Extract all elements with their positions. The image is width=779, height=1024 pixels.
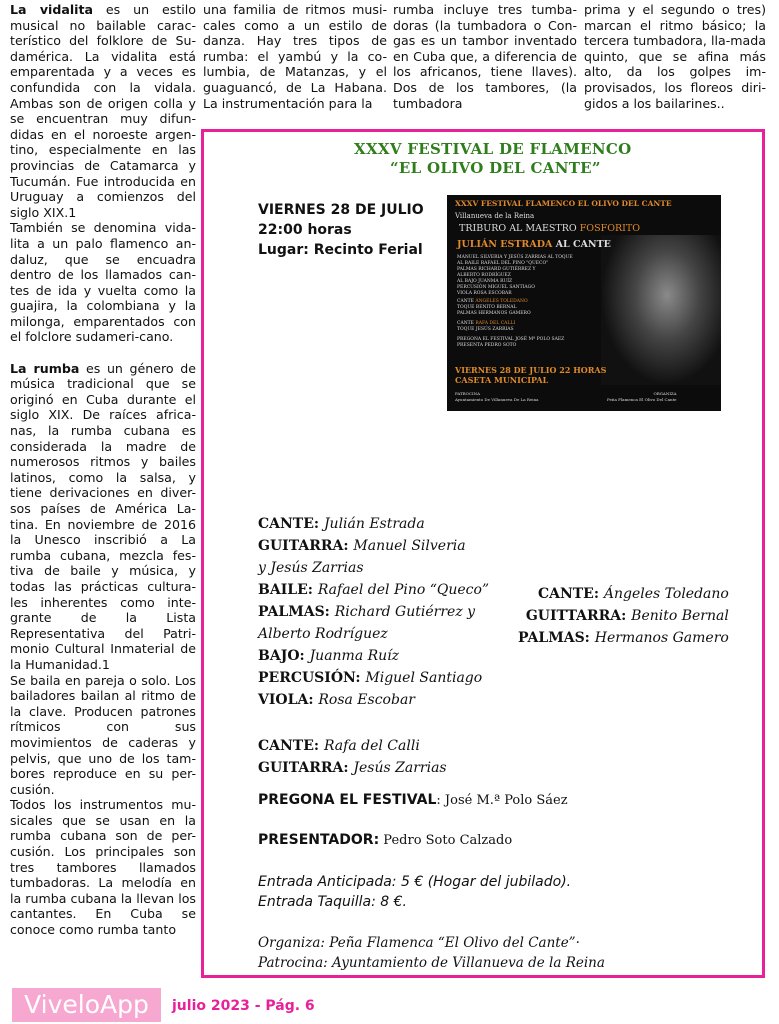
- role: PALMAS:: [518, 630, 595, 646]
- t: AL BAJO JUANMA RUÍZ: [457, 279, 513, 284]
- performer: Ángeles Toledano: [603, 586, 729, 602]
- role: BAILE:: [258, 582, 318, 598]
- lineup-row: [258, 535, 489, 557]
- role: GUITTARRA:: [525, 608, 632, 624]
- t: PATROCINA: [455, 391, 480, 396]
- label: PRESENTADOR:: [258, 832, 380, 848]
- t: VIOLA ROSA ESCOBAR: [457, 291, 512, 296]
- lineup-row: [258, 689, 489, 711]
- t: CANTE: [457, 299, 476, 304]
- t: PREGONA EL FESTIVAL JOSÉ Mª POLO SAEZ: [457, 337, 565, 342]
- t: TRIBURO AL MAESTRO: [459, 223, 580, 234]
- lineup-row: [518, 583, 729, 605]
- performer: y Jesús Zarrias: [258, 560, 364, 576]
- flyer-image: [447, 195, 721, 411]
- lineup-row: [258, 623, 489, 645]
- event-details: [258, 200, 424, 260]
- performer: Alberto Rodríguez: [258, 626, 388, 642]
- performer: Richard Gutiérrez y: [334, 604, 476, 620]
- role: PALMAS:: [258, 604, 335, 620]
- t: PALMAS RICHARD GUTIÉRREZ Y: [457, 267, 536, 272]
- t: TOQUE JESÚS ZARRIAS: [457, 327, 514, 332]
- lead-term: La vidalita: [10, 2, 94, 17]
- flyer-title: XXXV FESTIVAL FLAMENCO EL OLIVO DEL CANTE: [455, 199, 672, 208]
- role: PERCUSIÓN:: [258, 670, 366, 686]
- performer: Manuel Silveria: [353, 538, 466, 554]
- t: JULIÁN ESTRADA: [457, 239, 553, 250]
- singer-photo: [601, 235, 721, 385]
- performer: Rafa del Calli: [323, 738, 420, 754]
- t: ÁNGELES TOLEDANO: [475, 299, 528, 304]
- flyer-town: Villanueva de la Reina: [455, 212, 535, 220]
- lineup-row: [258, 601, 489, 623]
- paragraph: Todos los instrumentos mu-sicales que se usan en la rumba cubana son de per-cusión. Los principales son tres tambores llamados tumbadoras. La melodía en la rumba cubana la llevan los cantantes. En Cuba se conoce como rumba tanto: [10, 797, 196, 938]
- viveloapp-logo: ViveloApp: [12, 988, 161, 1022]
- t: TOQUE BENITO BERNAL: [457, 305, 517, 310]
- text: es un género de música tradicional que se originó en Cuba durante el siglo XIX. De raíces africa-nas, la rumba cubana es considerada la madre de numerosos ritmos y bailes latinos, como la salsa, y tiene derivaciones en diver-sos países de América La-tina. En noviembre de 2016 la Unesco inscribió a La rumba cubana, mezcla fes-tiva de baile y música, y todas las prácticas cultura-les inherentes como inte-grante de la Lista Representativa del Patri-monio Cultural Inmaterial de la Humanidad.1: [10, 360, 196, 672]
- poster-title: XXXV FESTIVAL DE FLAMENCO: [354, 140, 632, 158]
- t: VIERNES 28 DE JULIO 22 HORAS: [455, 365, 607, 375]
- t: RAFA DEL CALLI: [475, 321, 516, 326]
- organizer: Organiza: Peña Flamenca “El Olivo del Cante”·: [258, 935, 580, 951]
- performer: Miguel Santiago: [365, 670, 483, 686]
- t: PERCUSIÓN MIGUEL SANTIAGO: [457, 285, 535, 290]
- lineup-second: [518, 583, 729, 649]
- t: FOSFORITO: [579, 223, 641, 234]
- paragraph: Se baila en pareja o solo. Los bailadores bailan al ritmo de la clave. Producen patrones rítmicos con sus movimientos de caderas y pelvis, que uno de los tam-bores reproduce en su per-cusión.: [10, 672, 196, 797]
- sponsor: Patrocina: Ayuntamiento de Villanueva de la Reina: [258, 955, 605, 971]
- event-time: 22:00 horas: [258, 222, 352, 238]
- t: PALMAS HERMANOS GAMERO: [457, 311, 531, 316]
- performer: Julián Estrada: [323, 516, 425, 532]
- lineup-main: [258, 513, 489, 711]
- performer: Jesús Zarrias: [353, 760, 447, 776]
- lineup-row: [518, 627, 729, 649]
- lineup-row: [258, 757, 447, 779]
- lineup-row: [258, 667, 489, 689]
- label: PREGONA EL FESTIVAL: [258, 792, 437, 808]
- article-column-1: [10, 2, 196, 938]
- lineup-row: [258, 645, 489, 667]
- article-column-4: prima y el segundo o tres) marcan el ritmo básico; la tercera tumbadora, lla-mada quinto, que se afina más alto, da los golpes im-provisados, los floreos diri-gidos a los bailarines..: [584, 2, 766, 111]
- article-column-3: rumba incluye tres tumba-doras (la tumbadora o Con-gas es un tambor inventado en Cuba que, a diferencia de los africanos, tiene llaves). Dos de los tambores, (la tumbadora: [393, 2, 577, 111]
- role: GUITARRA:: [258, 760, 354, 776]
- lineup-row: [518, 605, 729, 627]
- role: CANTE:: [537, 586, 604, 602]
- value: : José M.ª Polo Sáez: [436, 793, 568, 808]
- lineup-row: [258, 735, 447, 757]
- performer: Rosa Escobar: [318, 692, 415, 708]
- t: PRESENTA PEDRO SOTO: [457, 343, 517, 348]
- role: CANTE:: [258, 516, 324, 532]
- flyer-sponsor: [455, 391, 539, 403]
- performer: Rafael del Pino “Queco”: [317, 582, 490, 598]
- t: MANUEL SILVERIA Y JESÚS ZARRIAS AL TOQUE: [457, 255, 573, 260]
- flyer-lineup: [457, 255, 573, 349]
- paragraph-vidalita: [10, 2, 196, 220]
- role: CANTE:: [258, 738, 324, 754]
- festival-poster: [201, 129, 765, 978]
- role: VIOLA:: [258, 692, 319, 708]
- t: AL BAILE RAFAEL DEL PINO "QUECO": [457, 261, 549, 266]
- t: CANTE: [457, 321, 476, 326]
- t: Ayuntamiento De Villanueva De La Reina: [455, 397, 539, 402]
- performer: Hermanos Gamero: [594, 630, 729, 646]
- poster-subtitle: “EL OLIVO DEL CANTE”: [390, 159, 601, 177]
- pregon: [258, 792, 568, 808]
- event-place: Lugar: Recinto Ferial: [258, 242, 423, 258]
- article-column-2: una familia de ritmos musi-cales como a un estilo de danza. Hay tres tipos de rumba: el yambú y la co-lumbia, de Matanzas, y el guaguancó, de La Habana. La instrumentación para la: [203, 2, 387, 111]
- lead-term: La rumba: [10, 360, 80, 376]
- tickets: [258, 872, 571, 912]
- flyer-date: [455, 365, 606, 385]
- ticket-advance: Entrada Anticipada: 5 € (Hogar del jubilado).: [258, 874, 572, 890]
- t: ALBERTO RODRÍGUEZ: [457, 273, 511, 278]
- t: ORGANIZA: [653, 391, 677, 396]
- paragraph: También se denomina vida-lita a un palo flamenco an-daluz, que se encuadra dentro de los llamados can-tes de ida y vuelta como la guajira, la colombiana y la milonga, emparentados con el folclore sudameri-cano.: [10, 220, 196, 345]
- presenter: [258, 832, 512, 848]
- lineup-row: [258, 513, 489, 535]
- lineup-row: [258, 557, 489, 579]
- flyer-organizer: [607, 391, 677, 403]
- credits: [258, 933, 605, 973]
- flyer-headliner: [457, 239, 611, 250]
- text: es un estilo musical no bailable carac-terístico del folklore de Su-damérica. La vidalita está emparentada y a veces es confundida con la vidala. Ambas son de origen colla y se encuentran muy difun-didas en el noroeste argen-tino, especialmente en las provincias de Catamarca y Tucumán. Fue introducida en Uruguay a comienzos del siglo XIX.1: [10, 2, 196, 220]
- value: Pedro Soto Calzado: [379, 833, 513, 848]
- t: Peña Flamenca El Olivo Del Cante: [607, 397, 677, 402]
- role: GUITARRA:: [258, 538, 354, 554]
- performer: Juanma Ruíz: [309, 648, 400, 664]
- t: AL CANTE: [552, 239, 611, 250]
- performer: Benito Bernal: [631, 608, 729, 624]
- issue-date-page: julio 2023 - Pág. 6: [172, 998, 315, 1014]
- event-date: VIERNES 28 DE JULIO: [258, 202, 424, 218]
- ticket-door: Entrada Taquilla: 8 €.: [258, 894, 408, 910]
- lineup-third: [258, 735, 447, 779]
- t: CASETA MUNICIPAL: [455, 375, 549, 385]
- lineup-row: [258, 579, 489, 601]
- role: BAJO:: [258, 648, 310, 664]
- flyer-tribute: [459, 223, 640, 234]
- paragraph-rumba: [10, 361, 196, 673]
